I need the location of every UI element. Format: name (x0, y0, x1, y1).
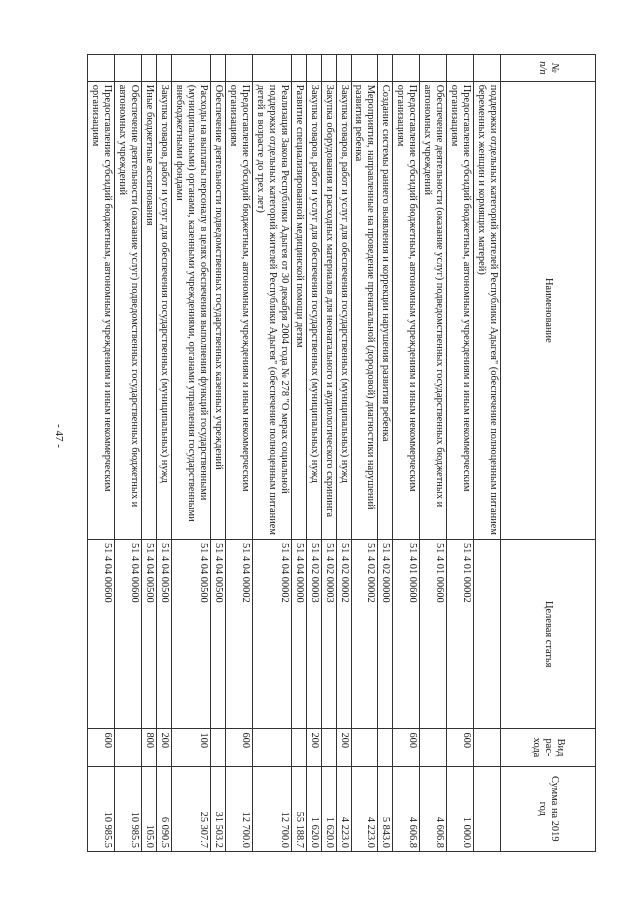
row-sum-cell: 1 620.0 (306, 766, 321, 852)
row-number-cell (210, 55, 225, 82)
row-code-cell: 51 4 02 00002 (351, 539, 378, 728)
table-row (291, 55, 306, 852)
row-sum-cell: 4 606.8 (420, 766, 447, 852)
row-vid-cell (321, 729, 336, 766)
row-sum-cell: 31 503.2 (210, 766, 225, 852)
row-code-cell: 51 4 04 00500 (142, 539, 157, 728)
row-sum-cell: 12 700.0 (225, 766, 252, 852)
row-name-cell: Обеспечение деятельности (оказание услуг) подведомственных государственных бюджетных и автономных учреждений (115, 81, 142, 539)
row-name-cell: Закупка оборудования и расходных материалов для неонатального и аудиологического скрининга (321, 81, 336, 539)
row-vid-cell (474, 729, 501, 766)
row-sum-cell: 6 090.5 (157, 766, 172, 852)
row-number-cell (306, 55, 321, 82)
table-row (420, 55, 447, 852)
row-number-cell (474, 55, 501, 82)
row-number-cell (225, 55, 252, 82)
header-code: Целевая статья (501, 539, 596, 728)
row-sum-cell: 4 223.0 (336, 766, 351, 852)
row-vid-cell: 600 (393, 729, 420, 766)
row-name-cell: Предоставление субсидий бюджетным, автономным учреждениям и иным некоммерческим организациям (447, 81, 474, 539)
row-code-cell: 51 4 01 00600 (393, 539, 420, 728)
row-number-cell (157, 55, 172, 82)
row-code-cell: 51 4 04 00500 (157, 539, 172, 728)
row-vid-cell: 100 (172, 729, 211, 766)
row-code-cell: 51 4 04 00002 (225, 539, 252, 728)
row-number-cell (321, 55, 336, 82)
page-number: - 47 - (53, 424, 65, 448)
row-code-cell: 51 4 04 00600 (88, 539, 115, 728)
row-vid-cell (210, 729, 225, 766)
row-number-cell (172, 55, 211, 82)
table-row (447, 55, 474, 852)
row-sum-cell: 12 700.0 (252, 766, 291, 852)
row-number-cell (378, 55, 393, 82)
row-vid-cell: 600 (225, 729, 252, 766)
table-row (252, 55, 291, 852)
table-body (88, 55, 501, 852)
table-row (172, 55, 211, 852)
row-name-cell: Расходы на выплаты персоналу в целях обеспечения выполнения функций государственными (муниципальными) органами, казенными учреждениями, органами управления государственными внебюджетными фондами (172, 81, 211, 539)
table-row (306, 55, 321, 852)
budget-table (87, 54, 596, 852)
table-row (336, 55, 351, 852)
header-vid: Вид рас-хода (501, 729, 596, 766)
row-sum-cell: 4 606.8 (393, 766, 420, 852)
row-vid-cell: 600 (447, 729, 474, 766)
row-code-cell: 51 4 02 00003 (321, 539, 336, 728)
row-sum-cell: 5 843.0 (378, 766, 393, 852)
row-code-cell: 51 4 04 00500 (210, 539, 225, 728)
row-code-cell: 51 4 02 00000 (378, 539, 393, 728)
row-code-cell: 51 4 04 00500 (172, 539, 211, 728)
row-number-cell (115, 55, 142, 82)
row-number-cell (142, 55, 157, 82)
row-code-cell: 51 4 02 00002 (336, 539, 351, 728)
row-vid-cell: 200 (336, 729, 351, 766)
row-vid-cell (351, 729, 378, 766)
row-number-cell (351, 55, 378, 82)
row-vid-cell (252, 729, 291, 766)
row-name-cell: Обеспечение деятельности (оказание услуг) подведомственных государственных бюджетных и автономных учреждений (420, 81, 447, 539)
row-sum-cell: 1 620.0 (321, 766, 336, 852)
table-row (210, 55, 225, 852)
row-sum-cell: 10 985.5 (115, 766, 142, 852)
row-number-cell (88, 55, 115, 82)
row-vid-cell (115, 729, 142, 766)
row-vid-cell: 800 (142, 729, 157, 766)
row-sum-cell: 105.0 (142, 766, 157, 852)
row-name-cell: Закупка товаров, работ и услуг для обеспечения государственных (муниципальных) нужд (336, 81, 351, 539)
row-name-cell: Создание системы раннего выявления и коррекции нарушения развития ребенка (378, 81, 393, 539)
table-row (115, 55, 142, 852)
row-sum-cell: 4 223.0 (351, 766, 378, 852)
row-sum-cell (474, 766, 501, 852)
row-number-cell (336, 55, 351, 82)
row-number-cell (447, 55, 474, 82)
row-vid-cell (420, 729, 447, 766)
row-code-cell: 51 4 04 00000 (291, 539, 306, 728)
row-sum-cell: 1 000.0 (447, 766, 474, 852)
table-row (88, 55, 115, 852)
row-name-cell: Иные бюджетные ассигнования (142, 81, 157, 539)
row-vid-cell (291, 729, 306, 766)
row-sum-cell: 25 307.7 (172, 766, 211, 852)
row-number-cell (291, 55, 306, 82)
header-no: № п/п (501, 55, 596, 82)
row-vid-cell: 200 (157, 729, 172, 766)
row-code-cell: 51 4 04 00600 (115, 539, 142, 728)
row-sum-cell: 55 188.7 (291, 766, 306, 852)
row-code-cell: 51 4 01 00002 (447, 539, 474, 728)
row-name-cell: Развитие специализированной медицинской помощи детям (291, 81, 306, 539)
row-sum-cell: 10 985.5 (88, 766, 115, 852)
row-vid-cell: 600 (88, 729, 115, 766)
budget-table-page (90, 54, 596, 852)
row-name-cell: Предоставление субсидий бюджетным, автономным учреждениям и иным некоммерческим организациям (225, 81, 252, 539)
row-name-cell: Предоставление субсидий бюджетным, автономным учреждениям и иным некоммерческим организациям (393, 81, 420, 539)
header-name: Наименование (501, 81, 596, 539)
row-number-cell (393, 55, 420, 82)
table-row (321, 55, 336, 852)
row-name-cell: Обеспечение деятельности подведомственных государственных казенных учреждений (210, 81, 225, 539)
table-row (225, 55, 252, 852)
row-number-cell (420, 55, 447, 82)
row-name-cell: Закупка товаров, работ и услуг для обеспечения государственных (муниципальных) нужд (306, 81, 321, 539)
header-sum: Сумма на 2019 год (501, 766, 596, 852)
table-row (157, 55, 172, 852)
row-name-cell: Предоставление субсидий бюджетным, автономным учреждениям и иным некоммерческим организациям (88, 81, 115, 539)
row-code-cell (474, 539, 501, 728)
row-name-cell: Мероприятия, направленные на проведение пренатальной (дородовой) диагностики нарушений развития ребенка (351, 81, 378, 539)
row-number-cell (252, 55, 291, 82)
table-row (378, 55, 393, 852)
row-vid-cell: 200 (306, 729, 321, 766)
row-code-cell: 51 4 02 00003 (306, 539, 321, 728)
row-vid-cell (378, 729, 393, 766)
table-row (474, 55, 501, 852)
row-name-cell: Закупка товаров, работ и услуг для обеспечения государственных (муниципальных) нужд (157, 81, 172, 539)
table-row (393, 55, 420, 852)
row-name-cell: поддержки отдельных категорий жителей Республики Адыгея" (обеспечение полноценным питанием беременных женщин и кормящих матерей) (474, 81, 501, 539)
row-code-cell: 51 4 04 00002 (252, 539, 291, 728)
table-header-row (501, 55, 596, 852)
row-code-cell: 51 4 01 00600 (420, 539, 447, 728)
table-row (142, 55, 157, 852)
row-name-cell: Реализация Закона Республики Адыгея от 30 декабря 2004 года № 278 "О мерах социальной поддержки отдельных категорий жителей Республики Адыгея" (обеспечение полноценным питанием детей в возрасте до трех лет) (252, 81, 291, 539)
table-row (351, 55, 378, 852)
